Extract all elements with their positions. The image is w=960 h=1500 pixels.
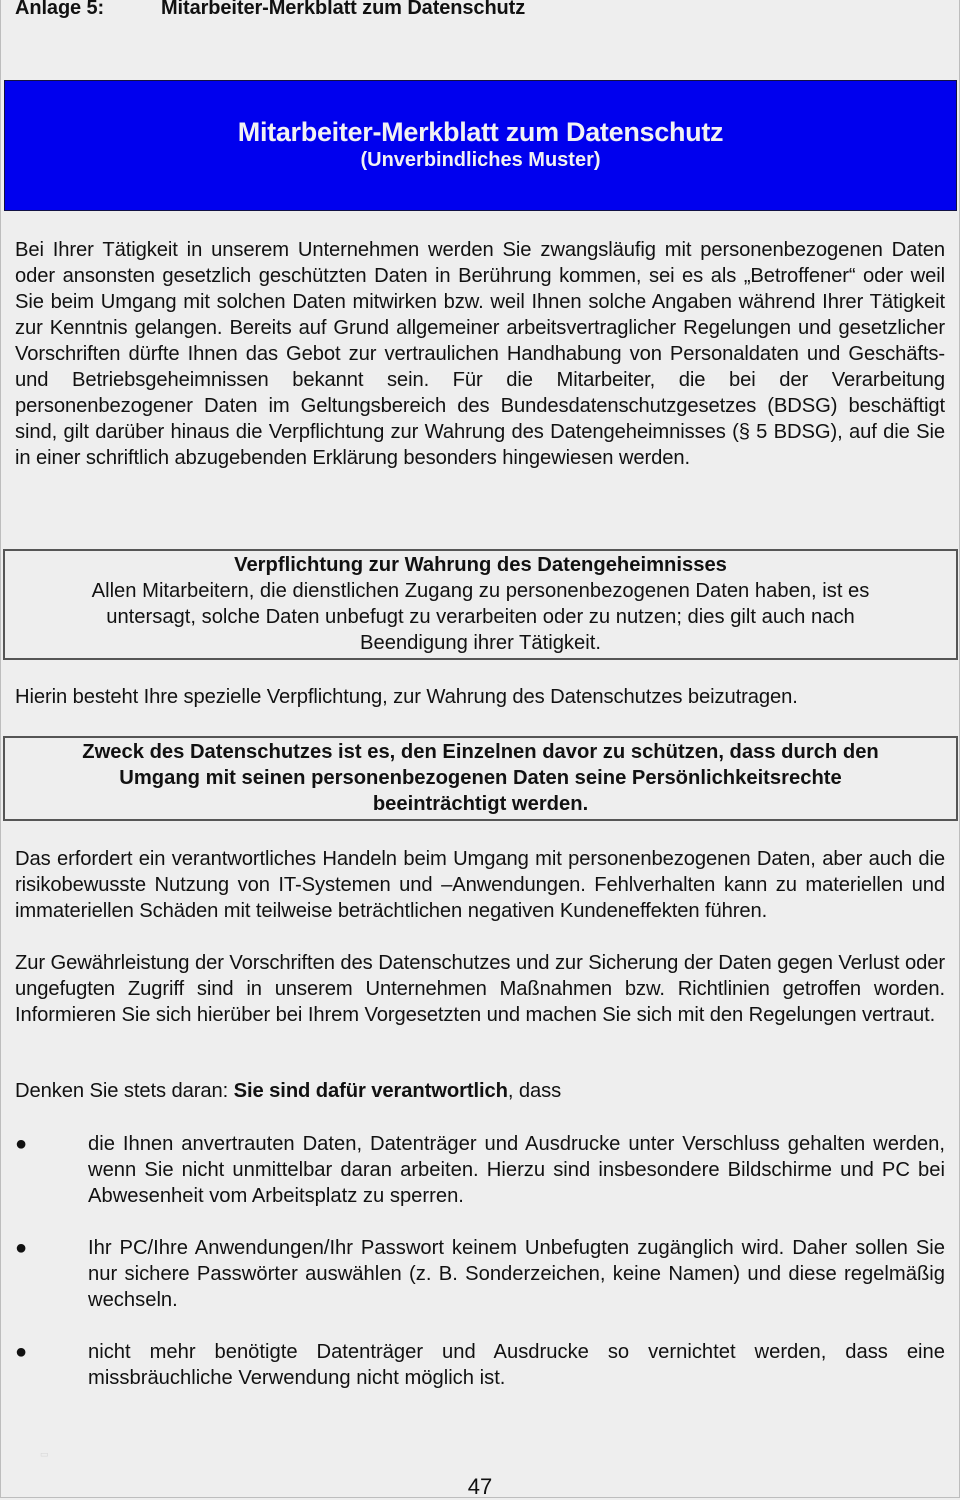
measures-paragraph: Zur Gewährleistung der Vorschriften des Datenschutzes und zur Sicherung der Daten gegen Verlust oder ungefugten Zugriff sind in unserem Unternehmen Maßnahmen bzw. Richtlinien getroffen worden. Informieren Sie sich hierüber bei Ihrem Vorgesetzten und machen Sie sich mit den Regelungen vertraut. xyxy=(15,952,945,1026)
title-banner xyxy=(4,80,957,211)
bullet-icon: ● xyxy=(15,1133,28,1155)
page-number: 47 xyxy=(467,1474,493,1499)
watermark-mark: ▭ xyxy=(40,1449,49,1459)
reminder-line xyxy=(15,1078,945,1104)
purpose-line: Zweck des Datenschutzes ist es, den Einzelnen davor zu schützen, dass durch den xyxy=(82,741,879,763)
list-item-text: die Ihnen anvertrauten Daten, Datenträger und Ausdrucke unter Verschluss gehalten werden, wenn Sie nicht unmittelbar daran arbeiten. Hierzu sind insbesondere Bildschirme und PC bei Abwesenheit vom Arbeitsplatz zu sperren. xyxy=(88,1133,945,1207)
obligation-line: Beendigung ihrer Tätigkeit. xyxy=(360,632,601,654)
banner-subtitle: (Unverbindliches Muster) xyxy=(360,149,601,171)
reminder-bold: Sie sind dafür verantwortlich xyxy=(233,1080,508,1102)
annex-label: Anlage 5: xyxy=(15,0,105,19)
list-item-text: Ihr PC/Ihre Anwendungen/Ihr Passwort keinem Unbefugten zugänglich wird. Daher sollen Sie nur sichere Passwörter auswählen (z. B. Sonderzeichen, keine Namen) und diese regelmäßig wechseln. xyxy=(88,1237,945,1311)
purpose-line: Umgang mit seinen personenbezogenen Daten seine Persönlichkeitsrechte xyxy=(119,767,842,789)
annex-title: Mitarbeiter-Merkblatt zum Datenschutz xyxy=(161,0,526,19)
obligation-line: untersagt, solche Daten unbefugt zu verarbeiten oder zu nutzen; dies gilt auch nach xyxy=(106,606,855,628)
bullet-icon: ● xyxy=(15,1237,28,1259)
bullet-icon: ● xyxy=(15,1341,28,1363)
intro-paragraph: Bei Ihrer Tätigkeit in unserem Unternehmen werden Sie zwangsläufig mit personenbezogenen Daten oder ansonsten gesetzlich geschützten Daten in Berührung kommen, sei es als „Betroffener“ oder weil Sie beim Umgang mit solchen Daten mitwirken bzw. weil Ihnen solche Angaben während Ihrer Tätigkeit zur Kenntnis gelangen. Bereits auf Grund allgemeiner arbeitsvertraglicher Regelungen und gesetzlicher Vorschriften dürfte Ihnen das Gebot zur vertraulichen Handhabung von Personaldaten und Geschäfts- und Betriebsgeheimnissen bekannt sein. Für die Mitarbeiter, die bei der Verarbeitung personenbezogener Daten im Geltungsbereich des Bundesdatenschutzgesetzes (BDSG) beschäftigt sind, gilt darüber hinaus die Verpflichtung zur Wahrung des Datengeheimnisses (§ 5 BDSG), auf die Sie in einer schriftlich abzugebenden Erklärung besonders hingewiesen werden. xyxy=(15,239,945,469)
obligation-box xyxy=(3,549,958,660)
reminder-suffix: , dass xyxy=(507,1080,562,1102)
list-item-text: nicht mehr benötigte Datenträger und Ausdrucke so vernichtet werden, dass eine missbräuchliche Verwendung nicht möglich ist. xyxy=(88,1341,945,1389)
purpose-line: beeinträchtigt werden. xyxy=(372,793,589,815)
obligation-line: Allen Mitarbeitern, die dienstlichen Zugang zu personenbezogenen Daten haben, ist es xyxy=(91,580,870,602)
purpose-box xyxy=(3,736,958,821)
responsibility-paragraph: Das erfordert ein verantwortliches Handeln beim Umgang mit personenbezogenen Daten, aber auch die risikobewusste Nutzung von IT-Systemen und –Anwendungen. Fehlverhalten kann zu materiellen und immateriellen Schäden mit teilweise beträchtlichen negativen Kundeneffekten führen. xyxy=(15,848,945,922)
banner-title: Mitarbeiter-Merkblatt zum Datenschutz xyxy=(237,117,724,147)
obligation-note: Hierin besteht Ihre spezielle Verpflichtung, zur Wahrung des Datenschutzes beizutragen. xyxy=(15,686,798,708)
annex-heading xyxy=(15,0,525,20)
reminder-prefix: Denken Sie stets daran: xyxy=(15,1080,234,1102)
obligation-heading: Verpflichtung zur Wahrung des Datengeheimnisses xyxy=(234,554,727,576)
